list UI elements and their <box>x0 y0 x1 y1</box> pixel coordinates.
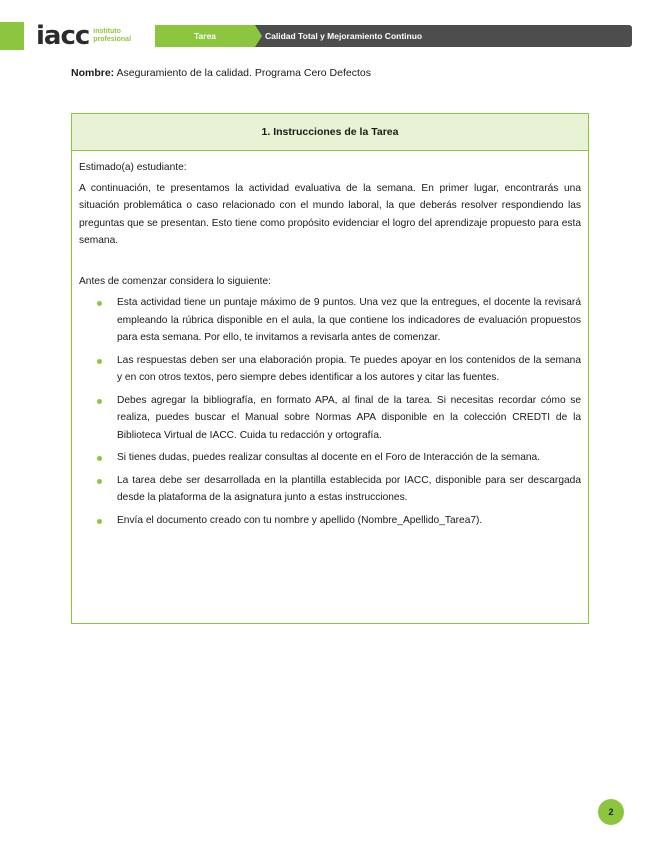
bullet-icon <box>97 359 102 364</box>
logo-subtitle <box>93 28 131 44</box>
list-item: Esta actividad tiene un puntaje máximo de 9 puntos. Una vez que la entregues, el docente la revisará empleando la rúbrica disponible en el aula, la que contiene los indicadores de evaluación propuestos para esta semana. Por ello, te invitamos a revisarla antes de comenzar. <box>117 294 581 347</box>
bullet-icon <box>97 479 102 484</box>
bullet-icon <box>97 519 102 524</box>
course-title: Calidad Total y Mejoramiento Continuo <box>255 25 632 47</box>
bullet-icon <box>97 456 102 461</box>
bullet-icon <box>97 399 102 404</box>
instruction-list <box>79 294 581 529</box>
tab-tarea: Tarea <box>155 25 255 47</box>
logo-subtitle-line2: profesional <box>93 36 132 43</box>
header-accent-block <box>0 22 24 50</box>
assignment-name-value: Aseguramiento de la calidad. Programa Cero Defectos <box>114 67 371 79</box>
page-number-badge: 2 <box>598 799 624 825</box>
list-item: Las respuestas deben ser una elaboración propia. Te puedes apoyar en los contenidos de la semana y en con otros textos, pero siempre debes identificar a los autores y citar las fuentes. <box>117 352 581 387</box>
list-item: Debes agregar la bibliografía, en formato APA, al final de la tarea. Si necesitas recordar cómo se realiza, puedes buscar el Manual sobre Normas APA disponible en la colección CREDTI de la Biblioteca Virtual de IACC. Cuida tu redacción y ortografía. <box>117 392 581 445</box>
instructions-title: 1. Instrucciones de la Tarea <box>72 114 588 151</box>
bullet-icon <box>97 301 102 306</box>
greeting: Estimado(a) estudiante: <box>79 162 187 173</box>
list-item: La tarea debe ser desarrollada en la plantilla establecida por IACC, disponible para ser descargada desde la plataforma de la asignatura junto a estas instrucciones. <box>117 472 581 507</box>
instructions-box <box>71 113 589 624</box>
list-item: Si tienes dudas, puedes realizar consultas al docente en el Foro de Interacción de la semana. <box>117 449 581 467</box>
tab-arrow-icon <box>255 25 262 47</box>
page-header <box>0 22 632 50</box>
instructions-body <box>72 151 588 529</box>
intro-paragraph: A continuación, te presentamos la actividad evaluativa de la semana. En primer lugar, encontrarás una situación problemática o caso relacionado con el mundo laboral, la que deberás resolver respondiendo las preguntas que se presentan. Esto tiene como propósito evidenciar el logro del aprendizaje propuesto para esta semana. <box>79 182 581 246</box>
iacc-logo <box>36 23 131 49</box>
list-item: Envía el documento creado con tu nombre y apellido (Nombre_Apellido_Tarea7). <box>117 512 581 530</box>
logo-subtitle-line1: instituto <box>93 28 121 35</box>
before-starting: Antes de comenzar considera lo siguiente: <box>79 275 271 287</box>
assignment-name-label: Nombre: <box>71 67 115 79</box>
logo-wordmark: iacc <box>36 21 90 51</box>
assignment-name <box>71 67 371 79</box>
